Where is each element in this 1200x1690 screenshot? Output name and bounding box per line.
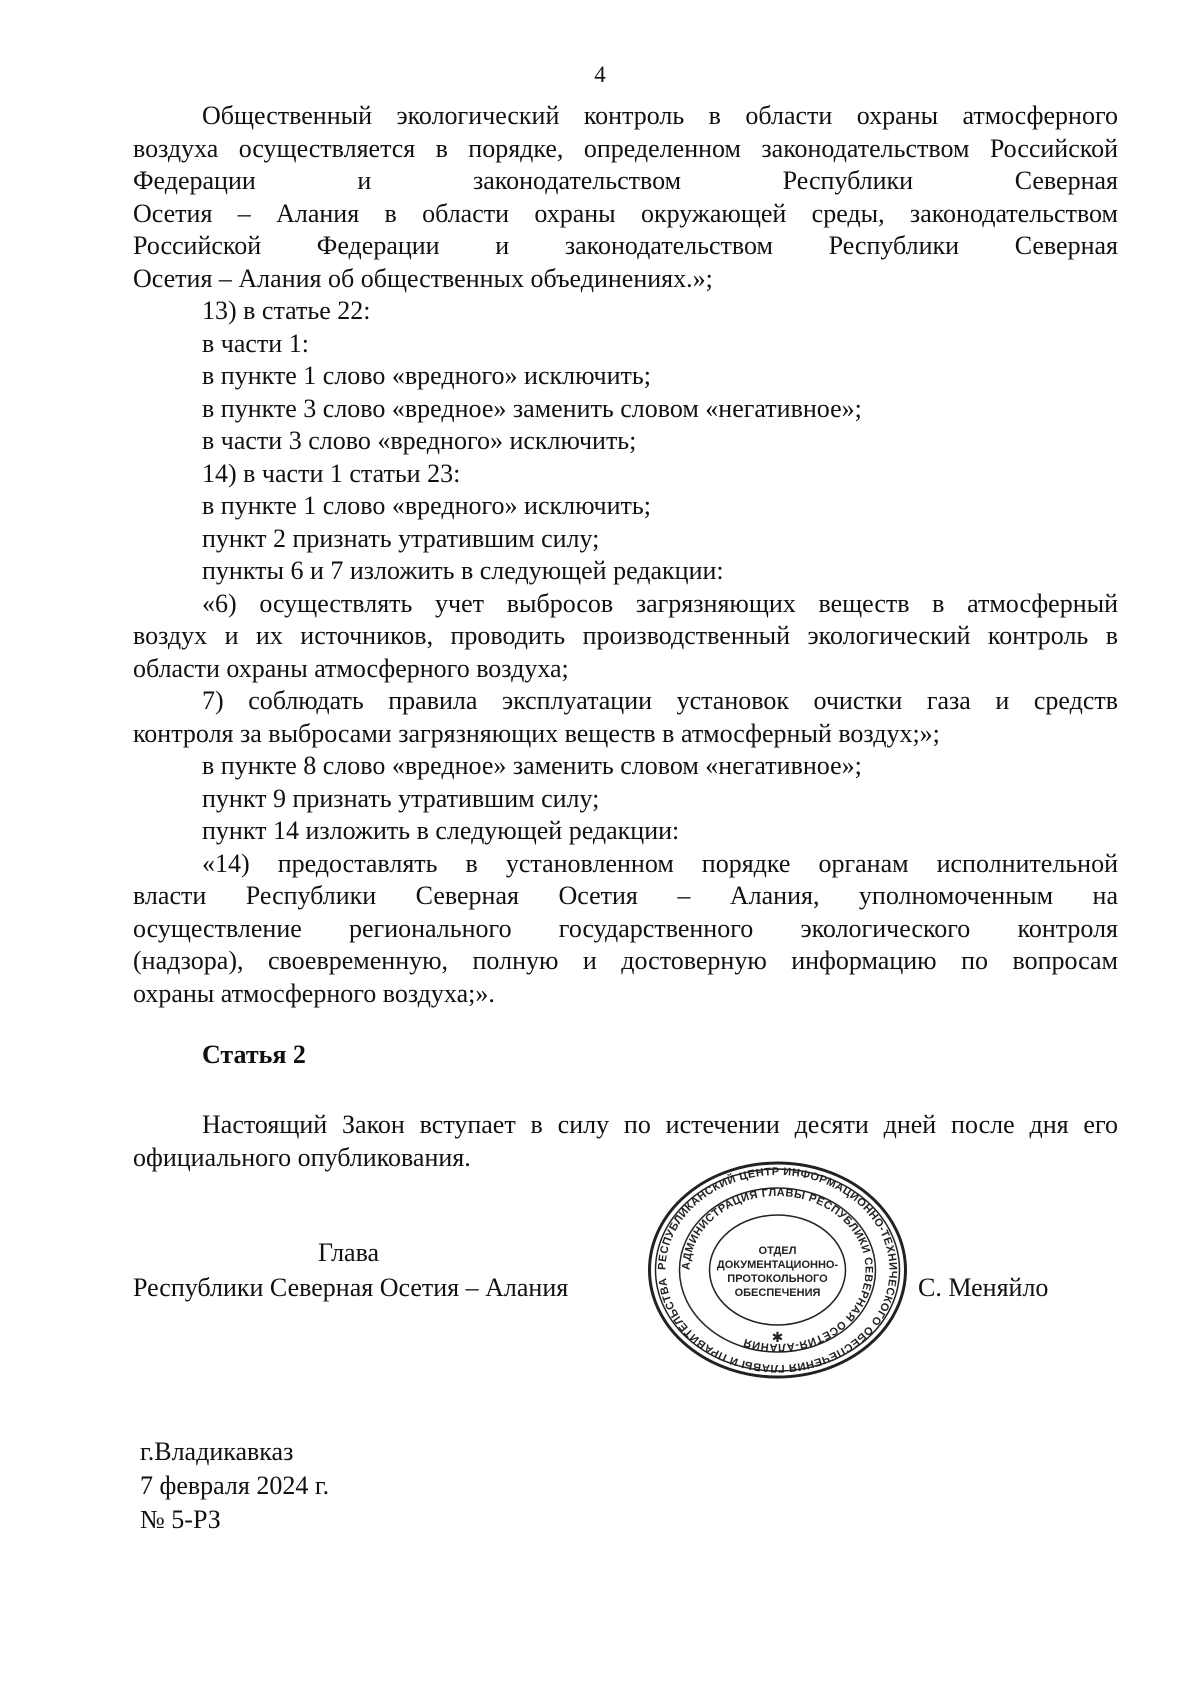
paragraph-line: Федерации и законодательством Республики Северная: [133, 166, 1118, 195]
seal-center-line: ДОКУМЕНТАЦИОННО-: [716, 1259, 839, 1271]
paragraph-line: в пункте 1 слово «вредного» исключить;: [202, 361, 651, 390]
article-title: Статья 2: [202, 1040, 306, 1069]
paragraph-line: пункт 14 изложить в следующей редакции:: [202, 816, 680, 845]
paragraph-line: Осетия – Алания в области охраны окружающей среды, законодательством: [133, 198, 1118, 228]
signatory-title: Глава: [318, 1238, 380, 1267]
paragraph-line: воздуха осуществляется в порядке, определенном законодательством Российской: [133, 133, 1118, 163]
footer-city: г.Владикавказ: [140, 1437, 294, 1466]
paragraph-line: в пункте 3 слово «вредное» заменить словом «негативное»;: [202, 393, 862, 423]
paragraph-line: Осетия – Алания об общественных объединениях.»;: [133, 263, 713, 293]
paragraph-line: власти Республики Северная Осетия – Алания, уполномоченным на: [133, 881, 1118, 910]
paragraph-line: пункты 6 и 7 изложить в следующей редакции:: [202, 556, 724, 585]
paragraph-line: в части 1:: [202, 328, 309, 358]
official-seal: [645, 1160, 910, 1380]
page-number: 4: [594, 62, 606, 87]
paragraph-line: «6) осуществлять учет выбросов загрязняющих веществ в атмосферный: [202, 588, 1118, 618]
paragraph-line: охраны атмосферного воздуха;».: [133, 978, 495, 1008]
footer-number: № 5-РЗ: [140, 1505, 221, 1534]
paragraph-line: (надзора), своевременную, полную и достоверную информацию по вопросам: [133, 946, 1118, 975]
amendment-text: [133, 100, 1118, 1010]
paragraph-line: 14) в части 1 статьи 23:: [202, 458, 461, 488]
paragraph-line: 13) в статье 22:: [202, 296, 371, 325]
footer-date: 7 февраля 2024 г.: [140, 1471, 330, 1500]
article-text-line: официального опубликования.: [133, 1143, 471, 1172]
seal-outer-text: РЕСПУБЛИКАНСКИЙ ЦЕНТР ИНФОРМАЦИОННО-ТЕХНИЧЕСКОГО ОБЕСПЕЧЕНИЯ ГЛАВЫ И ПРАВИТЕЛЬСТВА: [656, 1165, 899, 1375]
signatory-name: С. Меняйло: [918, 1273, 1049, 1302]
paragraph-line: воздух и их источников, проводить производственный экологический контроль в: [133, 621, 1118, 650]
paragraph-line: в пункте 1 слово «вредного» исключить;: [202, 491, 651, 520]
article-text: [133, 1108, 1118, 1174]
paragraph-line: Общественный экологический контроль в области охраны атмосферного: [202, 101, 1118, 130]
document-footer: [140, 1435, 329, 1537]
paragraph-line: Российской Федерации и законодательством Республики Северная: [133, 231, 1118, 260]
seal-center-line: ОБЕСПЕЧЕНИЯ: [734, 1287, 821, 1299]
seal-center-line: ПРОТОКОЛЬНОГО: [727, 1273, 828, 1285]
article-text-line: Настоящий Закон вступает в силу по истечении десяти дней после дня его: [202, 1110, 1118, 1139]
seal-star-icon: ✱: [771, 1331, 784, 1346]
paragraph-line: осуществление регионального государственного экологического контроля: [133, 913, 1118, 943]
signatory-title-republic: Республики Северная Осетия – Алания: [133, 1273, 569, 1302]
paragraph-line: «14) предоставлять в установленном порядке органам исполнительной: [202, 848, 1118, 878]
paragraph-line: в части 3 слово «вредного» исключить;: [202, 426, 637, 455]
paragraph-line: пункт 9 признать утратившим силу;: [202, 783, 600, 813]
seal-inner-text: АДМИНИСТРАЦИЯ ГЛАВЫ РЕСПУБЛИКИ СЕВЕРНАЯ ОСЕТИЯ-АЛАНИЯ: [680, 1186, 875, 1354]
paragraph-line: контроля за выбросами загрязняющих веществ в атмосферный воздух;»;: [133, 718, 940, 748]
seal-center-line: ОТДЕЛ: [758, 1245, 797, 1257]
paragraph-line: области охраны атмосферного воздуха;: [133, 653, 569, 683]
paragraph-line: пункт 2 признать утратившим силу;: [202, 523, 600, 553]
paragraph-line: 7) соблюдать правила эксплуатации установок очистки газа и средств: [202, 686, 1118, 715]
paragraph-line: в пункте 8 слово «вредное» заменить словом «негативное»;: [202, 751, 862, 780]
